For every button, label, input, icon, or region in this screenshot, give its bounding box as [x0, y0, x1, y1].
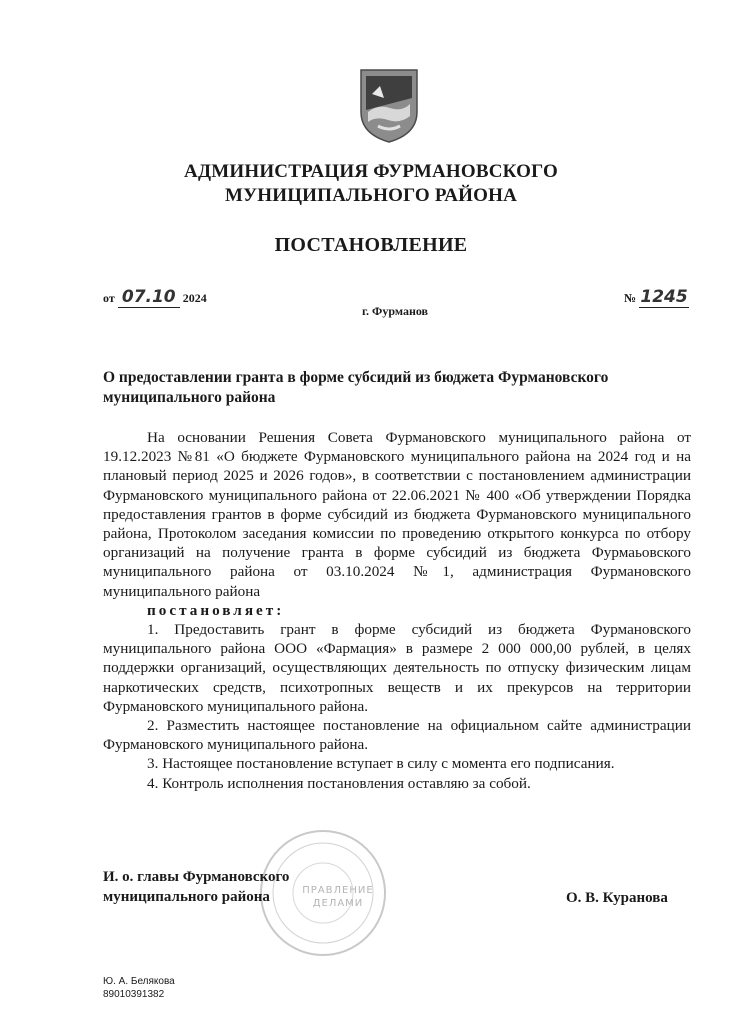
executor-name: Ю. А. Белякова — [103, 976, 175, 987]
signatory-position — [103, 867, 289, 907]
stamp-text-line1: ПРАВЛЕНИЕ — [302, 885, 374, 896]
handwritten-date: 07.10 — [121, 287, 176, 307]
executor-phone: 89010391382 — [103, 989, 165, 1000]
document-subject: О предоставлении гранта в форме субсидий из бюджета Фурмановского муниципального района — [103, 369, 609, 406]
coat-of-arms-icon — [358, 68, 420, 144]
clause-2: 2. Разместить настоящее постановление на официальном сайте администрации Фурмановского муниципального района. — [103, 717, 691, 754]
resolves-word: постановляет: — [147, 601, 285, 619]
clause-1: 1. Предоставить грант в форме субсидий из бюджета Фурмановского муниципального района ООО «Фармация» в размере 2 000 000,00 рублей, в целях поддержки организаций, осуществляющих деятельность по отпуску физическим лицам наркотических средств, психотропных веществ и их прекурсов на территории Фурмановского муниципального района. — [103, 621, 691, 715]
signatory-position-line1: И. о. главы Фурмановского — [103, 869, 290, 885]
document-type: ПОСТАНОВЛЕНИЕ — [274, 234, 468, 256]
clause-4: 4. Контроль исполнения постановления оставляю за собой. — [147, 774, 531, 792]
stamp-text-line2: ДЕЛАМИ — [312, 898, 364, 909]
organization-title-line1: АДМИНИСТРАЦИЯ ФУРМАНОВСКОГО — [184, 161, 558, 182]
signatory-name: О. В. Куранова — [566, 890, 668, 906]
date-prefix: от — [103, 291, 115, 305]
clause-3: 3. Настоящее постановление вступает в силу с момента его подписания. — [147, 755, 615, 773]
city: г. Фурманов — [361, 304, 429, 318]
handwritten-number: 1245 — [640, 287, 688, 307]
preamble-paragraph: На основании Решения Совета Фурмановского муниципального района от 19.12.2023 №81 «О бюджете Фурмановского муниципального района на 2024 год и на плановый период 2025 и 2026 годов», в соответствии с постановлением администрации Фурмановского муниципального района от 22.06.2021 № 400 «Об утверждении Порядка предоставления грантов в форме субсидий из бюджета Фурмановского муниципального района, Протоколом заседания комиссии по проведению открытого конкурса по отбору организаций на получение гранта в форме субсидий из бюджета Фурмаьовского муниципального района от 03.10.2024 №1, администрация Фурмановского муниципального района — [103, 429, 691, 600]
signatory-position-line2: муниципального района — [103, 889, 270, 905]
date-year: 2024 — [182, 291, 207, 305]
organization-title-line2: МУНИЦИПАЛЬНОГО РАЙОНА — [224, 185, 518, 206]
document-body — [103, 428, 691, 793]
executor-info — [103, 975, 175, 1001]
number-prefix: № — [624, 291, 637, 305]
